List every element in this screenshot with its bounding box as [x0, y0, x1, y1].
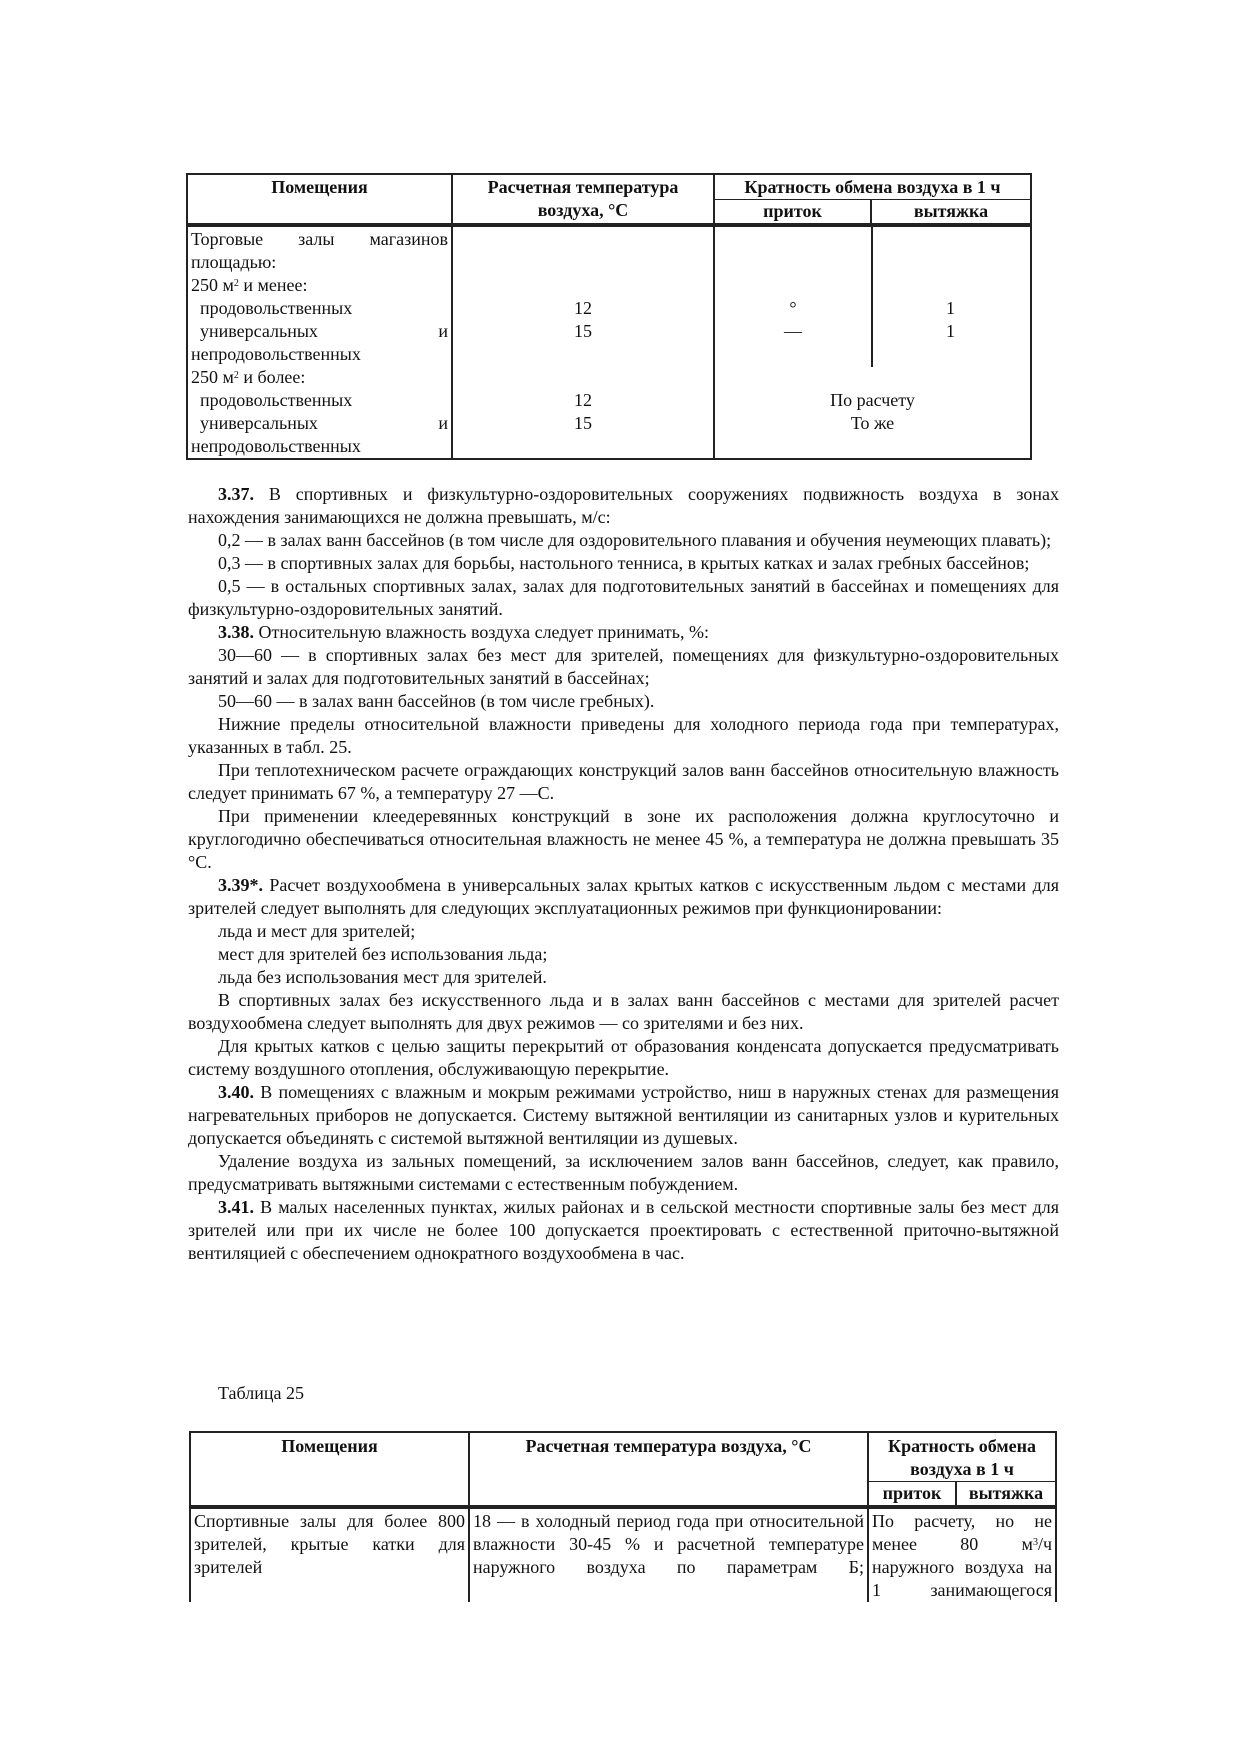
t25-header-exhaust: вытяжка: [956, 1482, 1056, 1508]
paragraph: 0,2 — в залах ванн бассейнов (в том числе для оздоровительного плавания и обучения неумеющих плавать);: [218, 530, 1052, 550]
paragraph: Удаление воздуха из зальных помещений, за исключением залов ванн бассейнов, следует, как правило, предусматривать вытяжными системами с естественным побуждением.: [188, 1151, 1059, 1194]
t25-header-temperature: Расчетная температура воздуха, °С: [469, 1432, 868, 1507]
g1-univ-supply: —: [784, 321, 802, 341]
paragraph: В спортивных залах без искусственного льда и в залах ванн бассейнов с местами для зрителей расчет воздухообмена следует выполнять для двух режимов — со зрителями и без них.: [188, 990, 1059, 1033]
t25-row1-exchange: По расчету, но не менее 80 $м^3/ч$ наружного воздуха на 1 занимающегося: [868, 1507, 1056, 1602]
g1-food-temp: 12: [574, 298, 592, 318]
group1-universal: универсальных и: [200, 321, 448, 341]
group2-universal: универсальных и: [200, 413, 448, 433]
rooms-cell: [187, 225, 452, 459]
paragraph: 0,5 — в остальных спортивных залах, залах для подготовительных занятий в бассейнах и помещениях для физкультурно-оздоровительных занятий.: [188, 576, 1059, 619]
header-supply: приток: [714, 200, 871, 226]
paragraph: При применении клеедеревянных конструкций в зоне их расположения должна круглосуточно и круглогодично обеспечиваться относительная влажность не менее 45 %, а температура не должна превышать 35 °С.: [188, 806, 1059, 872]
group1-food: продовольственных: [200, 298, 353, 318]
t25-header-air-exchange: Кратность обмена воздуха в 1 ч: [868, 1432, 1056, 1482]
group-title-line2: площадью:: [191, 252, 277, 272]
t25-row1-temperature: 18 — в холодный период года при относительной влажности 30-45 % и расчетной температуре наружного воздуха по параметрам Б;: [469, 1507, 868, 1602]
g2-food-temp: 12: [574, 390, 592, 410]
paragraph: льда и мест для зрителей;: [218, 921, 416, 941]
paragraph: При теплотехническом расчете ограждающих конструкций залов ванн бассейнов относительную влажность следует принимать 67 %, а температуру 27 —С.: [188, 760, 1059, 803]
header-exhaust: вытяжка: [871, 200, 1031, 226]
header-temperature: Расчетная температура воздуха, °С: [452, 174, 714, 225]
paragraph: льда без использования мест для зрителей.: [218, 967, 547, 987]
exhaust-values: [871, 228, 1030, 343]
t25-row1-rooms: Спортивные залы для более 800 зрителей, крытые катки для зрителей: [190, 1507, 469, 1602]
body-text: [188, 483, 1059, 1265]
g2-univ-temp: 15: [574, 413, 592, 433]
g1-food-exhaust: 1: [946, 298, 956, 318]
group1-area: 250 $м^2$ и менее:: [191, 275, 308, 295]
group-title-line1: Торговые залы магазинов: [191, 229, 448, 249]
group2-area: 250 $м^2$ и более:: [191, 367, 306, 387]
header-air-exchange: Кратность обмена воздуха в 1 ч: [714, 174, 1031, 200]
temperature-cell: [452, 225, 714, 459]
table-25-caption: Таблица 25: [218, 1383, 304, 1403]
paragraph-3-39: 3.39*. Расчет воздухообмена в универсальных залах крытых катков с искусственным льдом с местами для зрителей следует выполнять для следующих эксплуатационных режимов при функционировании:: [188, 875, 1059, 918]
paragraph: 50—60 — в залах ванн бассейнов (в том числе гребных).: [218, 691, 655, 711]
group2-nonfood: непродовольственных: [191, 436, 361, 456]
g1-univ-temp: 15: [574, 321, 592, 341]
g1-food-supply: °: [789, 298, 797, 318]
supply-values: [715, 228, 871, 343]
paragraph: 30—60 — в спортивных залах без мест для зрителей, помещениях для физкультурно-оздоровительных занятий и залах для подготовительных занятий в бассейнах;: [188, 645, 1059, 688]
paragraph: Нижние пределы относительной влажности приведены для холодного периода года при температурах, указанных в табл. 25.: [188, 714, 1059, 757]
t25-header-supply: приток: [868, 1482, 956, 1508]
g2-univ-exchange: То же: [850, 413, 895, 433]
exchange-cell: [714, 225, 1031, 459]
paragraph-3-41: 3.41. В малых населенных пунктах, жилых районах и в сельской местности спортивные залы без мест для зрителей или при их числе не более 100 допускается проектировать с естественной приточно-вытяжной вентиляцией с обеспечением однократного воздухообмена в час.: [188, 1197, 1059, 1263]
table-25: [189, 1431, 1057, 1602]
group1-nonfood: непродовольственных: [191, 344, 361, 364]
group2-food: продовольственных: [200, 390, 353, 410]
header-rooms: Помещения: [187, 174, 452, 225]
table-24: [186, 173, 1032, 460]
paragraph: Для крытых катков с целью защиты перекрытий от образования конденсата допускается предусматривать систему воздушного отопления, обслуживающую перекрытие.: [188, 1036, 1059, 1079]
paragraph: 0,3 — в спортивных залах для борьбы, настольного тенниса, в крытых катках и залах гребных бассейнов;: [218, 553, 1030, 573]
g1-univ-exhaust: 1: [946, 321, 956, 341]
t25-header-rooms: Помещения: [190, 1432, 469, 1507]
paragraph-3-40: 3.40. В помещениях с влажным и мокрым режимами устройство, ниш в наружных стенах для размещения нагревательных приборов не допускается. Систему вытяжной вентиляции из санитарных узлов и курительных допускается объединять с системой вытяжной вентиляции из душевых.: [188, 1082, 1059, 1148]
paragraph: мест для зрителей без использования льда;: [218, 944, 548, 964]
paragraph-3-38: 3.38. Относительную влажность воздуха следует принимать, %:: [218, 622, 709, 642]
paragraph-3-37: 3.37. В спортивных и физкультурно-оздоровительных сооружениях подвижность воздуха в зонах нахождения занимающихся не должна превышать, м/с:: [188, 484, 1059, 527]
column-divider: [871, 227, 873, 367]
g2-food-exchange: По расчету: [830, 390, 915, 410]
